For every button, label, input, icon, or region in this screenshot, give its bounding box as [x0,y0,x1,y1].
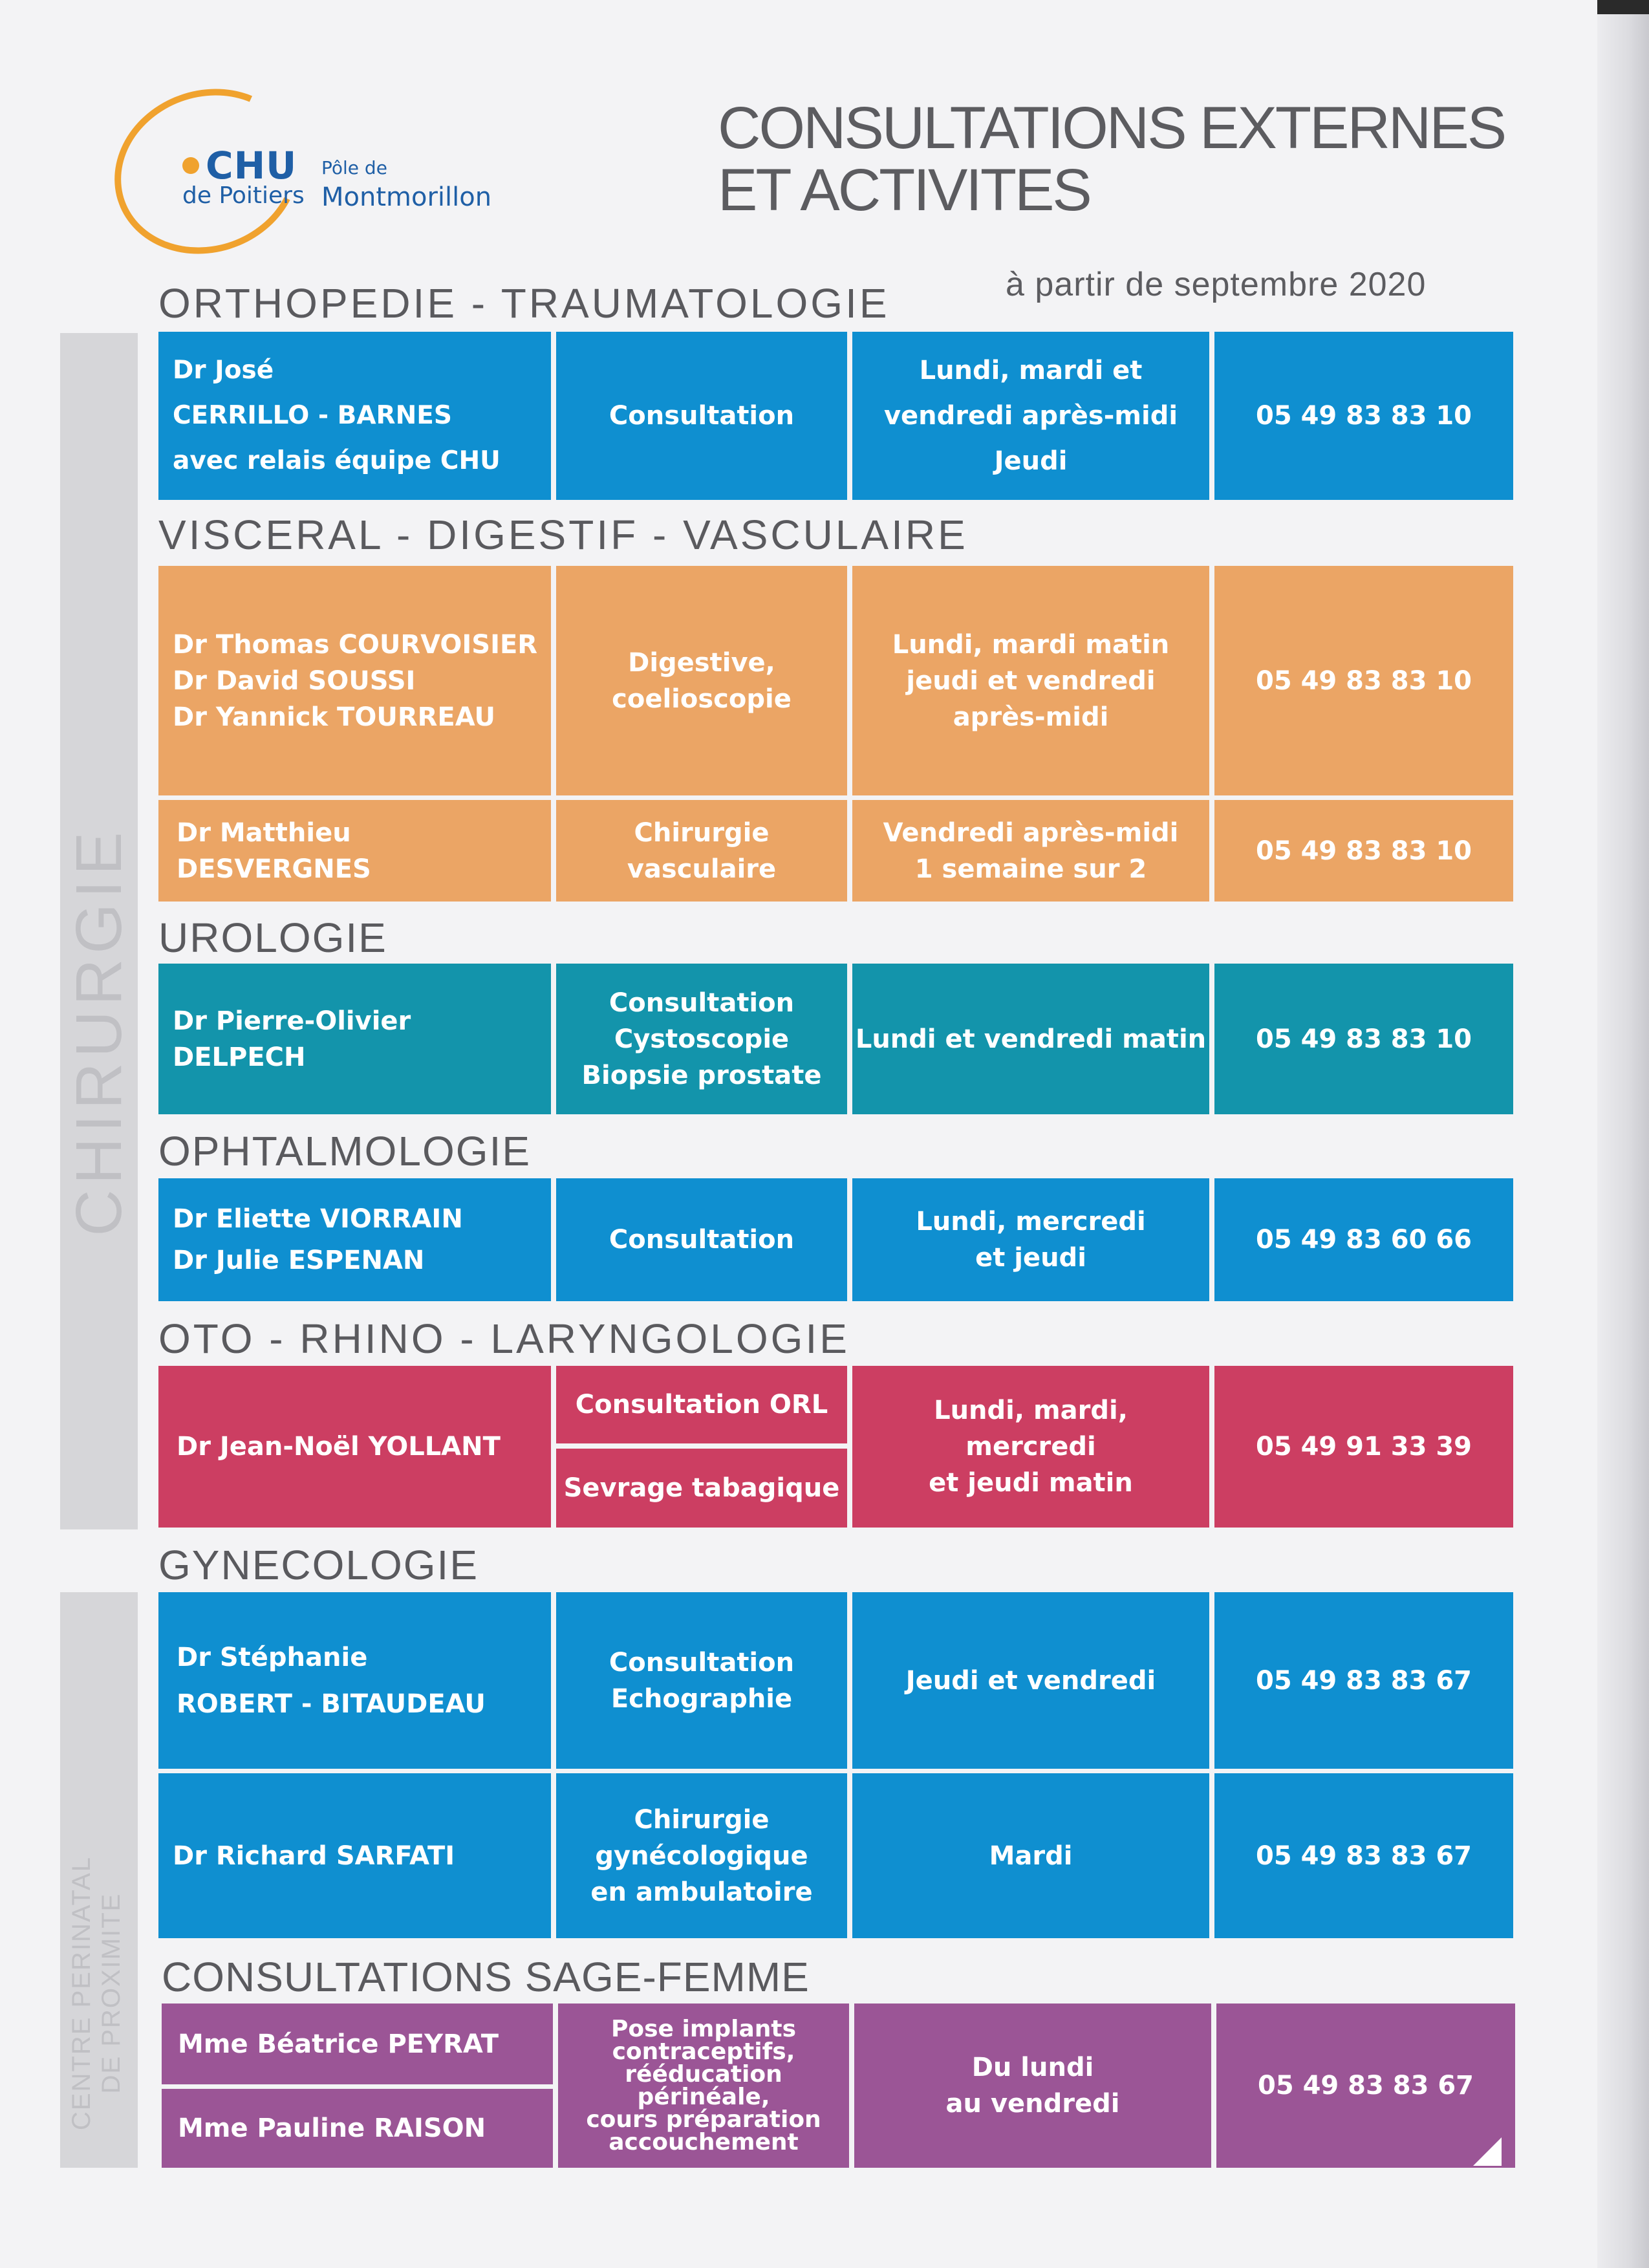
sidebar-perinatal-line1: CENTRE PERINATAL [67,1856,96,2130]
activity-cell: Chirurgie vasculaire [556,800,847,902]
sidebar-chirurgie-label: CHIRURGIE [63,826,135,1237]
page-title [718,97,1558,221]
doctor-cell: Dr Jean-Noël YOLLANT [158,1366,551,1528]
doctor-cell: Dr José CERRILLO - BARNES avec relais équipe CHU [158,332,551,500]
schedule-cell: Lundi, mardi et vendredi après-midi Jeudi [852,332,1209,500]
section-title-urologie: UROLOGIE [158,914,387,961]
paper-edge [1597,0,1649,2268]
doctor-cell: Mme Béatrice PEYRAT [162,2003,553,2084]
activity-cell: Chirurgie gynécologique en ambulatoire [556,1773,847,1938]
schedule-cell: Lundi, mardi, mercredi et jeudi matin [852,1366,1209,1528]
sidebar-perinatal-line2: DE PROXIMITE [97,1892,125,2094]
schedule-cell: Jeudi et vendredi [852,1592,1209,1769]
activity-cell: Consultation Cystoscopie Biopsie prostate [556,964,847,1114]
schedule-cell: Lundi, mercredi et jeudi [852,1178,1209,1301]
sidebar-chirurgie [60,333,138,1529]
section-title-orl: OTO - RHINO - LARYNGOLOGIE [158,1315,850,1362]
doctor-cell: Dr Stéphanie ROBERT - BITAUDEAU [158,1592,551,1769]
doctor-cell: Dr Richard SARFATI [158,1773,551,1938]
corner-triangle-icon [1473,2137,1502,2166]
activity-cell: Sevrage tabagique [556,1449,847,1528]
logo-pole-text: Pôle de [321,157,387,178]
effective-date: à partir de septembre 2020 [1006,266,1427,303]
phone-cell: 05 49 83 83 10 [1214,566,1513,795]
phone-cell: 05 49 83 83 67 [1214,1773,1513,1938]
doctor-cell: Dr Thomas COURVOISIER Dr David SOUSSI Dr Yannick TOURREAU [158,566,551,795]
chu-logo [0,0,530,272]
sidebar-perinatal [60,1592,138,2168]
schedule-cell: Vendredi après-midi 1 semaine sur 2 [852,800,1209,902]
section-title-orthopedie: ORTHOPEDIE - TRAUMATOLOGIE [158,280,890,327]
page-title-line1: CONSULTATIONS EXTERNES [718,95,1505,161]
activity-cell: Consultation ORL [556,1366,847,1443]
activity-cell: Pose implants contraceptifs, rééducation périnéale, cours préparation accouchement [558,2003,849,2168]
activity-cell: Consultation Echographie [556,1592,847,1769]
doctor-cell: Dr Pierre-Olivier DELPECH [158,964,551,1114]
section-title-sage-femme: CONSULTATIONS SAGE-FEMME [162,1954,810,2000]
phone-cell: 05 49 83 83 10 [1214,964,1513,1114]
section-title-visceral: VISCERAL - DIGESTIF - VASCULAIRE [158,512,968,558]
activity-cell: Consultation [556,1178,847,1301]
doctor-cell: Mme Pauline RAISON [162,2089,553,2168]
phone-cell: 05 49 83 83 67 [1216,2003,1515,2168]
scan-border [1597,0,1649,14]
phone-cell: 05 49 83 83 67 [1214,1592,1513,1769]
schedule-cell: Mardi [852,1773,1209,1938]
logo-chu-text: CHU [206,144,297,188]
doctor-cell: Dr Matthieu DESVERGNES [158,800,551,902]
activity-cell: Digestive, coelioscopie [556,566,847,795]
schedule-cell: Du lundi au vendredi [854,2003,1211,2168]
activity-cell: Consultation [556,332,847,500]
sidebar-perinatal-label [67,1793,131,2194]
phone-cell: 05 49 83 83 10 [1214,332,1513,500]
logo-dot-icon [182,157,199,174]
section-title-gynecologie: GYNECOLOGIE [158,1542,479,1588]
page-title-line2: ET ACTIVITES [718,157,1090,223]
phone-cell: 05 49 91 33 39 [1214,1366,1513,1528]
schedule-cell: Lundi, mardi matin jeudi et vendredi après-midi [852,566,1209,795]
phone-cell: 05 49 83 60 66 [1214,1178,1513,1301]
doctor-cell: Dr Eliette VIORRAIN Dr Julie ESPENAN [158,1178,551,1301]
logo-poitiers-text: de Poitiers [182,182,305,209]
schedule-cell: Lundi et vendredi matin [852,964,1209,1114]
logo-site-text: Montmorillon [321,182,492,212]
phone-cell: 05 49 83 83 10 [1214,800,1513,902]
section-title-ophtalmologie: OPHTALMOLOGIE [158,1128,532,1174]
